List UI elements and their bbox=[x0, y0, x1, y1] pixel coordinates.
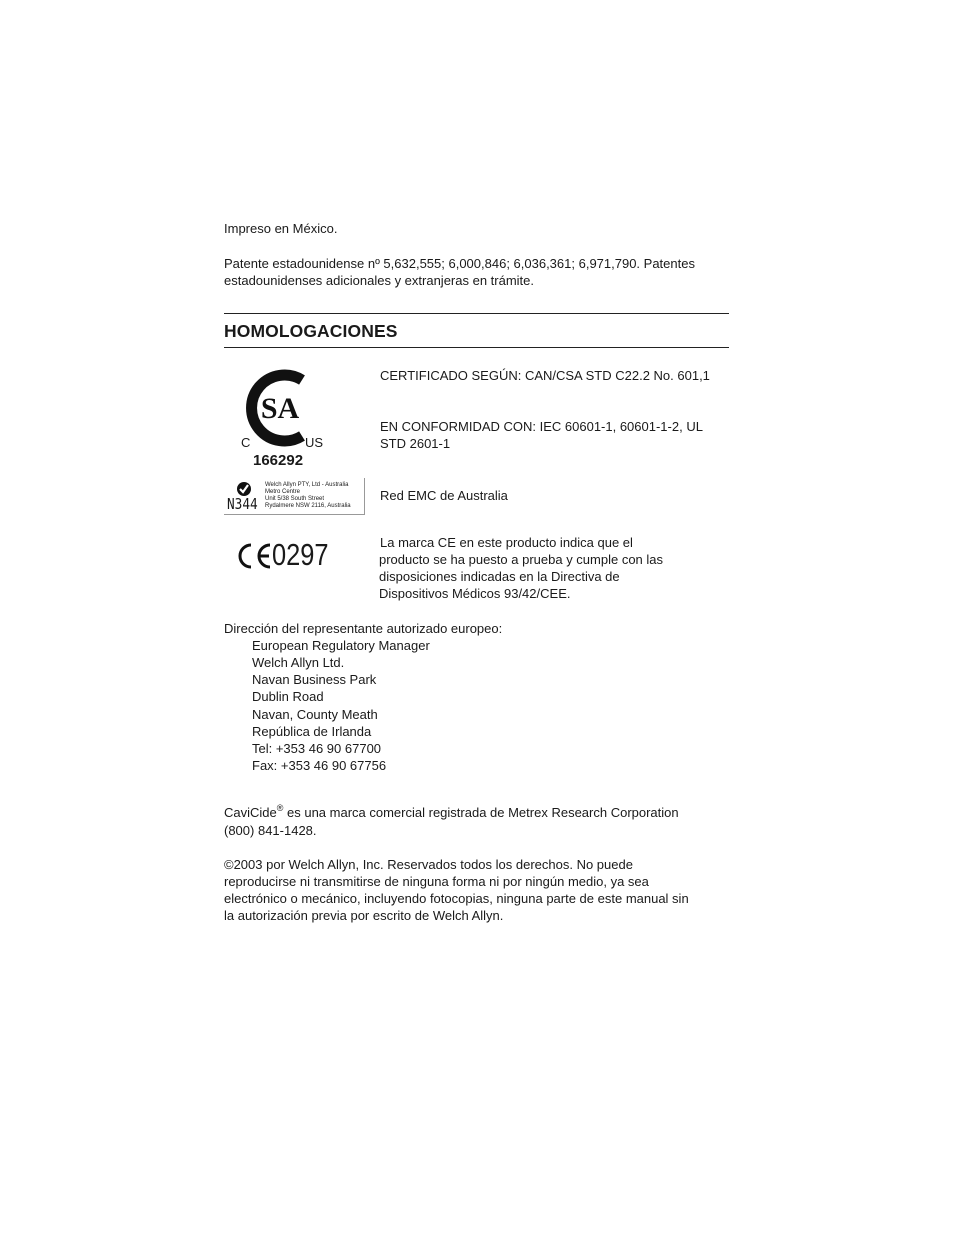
address-fax: Fax: +353 46 90 67756 bbox=[252, 758, 387, 773]
ctick-address-line: Welch Allyn PTY, Ltd - Australia bbox=[265, 482, 349, 488]
address-line: Dublin Road bbox=[252, 689, 324, 704]
csa-c-label: C bbox=[241, 435, 251, 450]
emc-text: Red EMC de Australia bbox=[380, 488, 508, 503]
trademark-line-1 bbox=[224, 804, 679, 821]
ctick-address-line: Rydalmere NSW 2116, Australia bbox=[265, 503, 351, 509]
ce-text-line: Dispositivos Médicos 93/42/CEE. bbox=[379, 586, 571, 601]
address-line: Navan Business Park bbox=[252, 672, 377, 687]
conformity-line-2: STD 2601-1 bbox=[380, 436, 451, 451]
registered-mark: ® bbox=[276, 802, 284, 813]
representative-label: Dirección del representante autorizado europeo: bbox=[224, 621, 503, 636]
address-line: Navan, County Meath bbox=[252, 707, 378, 722]
trademark-rest: es una marca comercial registrada de Metrex Research Corporation bbox=[283, 805, 679, 820]
ce-text-line: disposiciones indicadas en la Directiva de bbox=[379, 569, 620, 584]
address-line: República de Irlanda bbox=[252, 724, 372, 739]
address-line: Welch Allyn Ltd. bbox=[252, 655, 345, 670]
ce-mark-icon bbox=[234, 541, 274, 571]
csa-logo-letters: SA bbox=[260, 392, 300, 425]
copyright-line: ©2003 por Welch Allyn, Inc. Reservados todos los derechos. No puede bbox=[224, 857, 633, 872]
patents-line-2: estadounidenses adicionales y extranjeras en trámite. bbox=[224, 273, 535, 288]
ctick-address-line: Unit 5/38 South Street bbox=[265, 496, 325, 502]
ce-text-line: La marca CE en este producto indica que el bbox=[380, 535, 633, 550]
trademark-brand: CaviCide bbox=[224, 805, 277, 820]
csa-certification-text: CERTIFICADO SEGÚN: CAN/CSA STD C22.2 No. 601,1 bbox=[380, 368, 710, 383]
csa-us-label: US bbox=[305, 435, 324, 450]
trademark-phone: (800) 841-1428. bbox=[224, 823, 317, 838]
section-title: HOMOLOGACIONES bbox=[224, 321, 398, 341]
ctick-address-line: Metro Centre bbox=[265, 489, 301, 495]
ctick-code: N344 bbox=[227, 495, 258, 513]
csa-logo-icon bbox=[244, 368, 314, 448]
copyright-line: electrónico o mecánico, incluyendo fotocopias, ninguna parte de este manual sin bbox=[224, 891, 689, 906]
address-line: European Regulatory Manager bbox=[252, 638, 430, 653]
conformity-line-1: EN CONFORMIDAD CON: IEC 60601-1, 60601-1-2, UL bbox=[380, 419, 703, 434]
section-bottom-rule bbox=[224, 347, 729, 348]
csa-number: 166292 bbox=[253, 452, 304, 469]
printed-in-note: Impreso en México. bbox=[224, 221, 338, 236]
copyright-line: la autorización previa por escrito de Welch Allyn. bbox=[224, 908, 504, 923]
address-phone: Tel: +353 46 90 67700 bbox=[252, 741, 382, 756]
ce-text-line: producto se ha puesto a prueba y cumple con las bbox=[379, 552, 664, 567]
section-top-rule bbox=[224, 313, 729, 314]
patents-line-1: Patente estadounidense nº 5,632,555; 6,000,846; 6,036,361; 6,971,790. Patentes bbox=[224, 256, 695, 271]
copyright-line: reproducirse ni transmitirse de ninguna forma ni por ningún medio, ya sea bbox=[224, 874, 649, 889]
ce-number: 0297 bbox=[272, 537, 329, 572]
